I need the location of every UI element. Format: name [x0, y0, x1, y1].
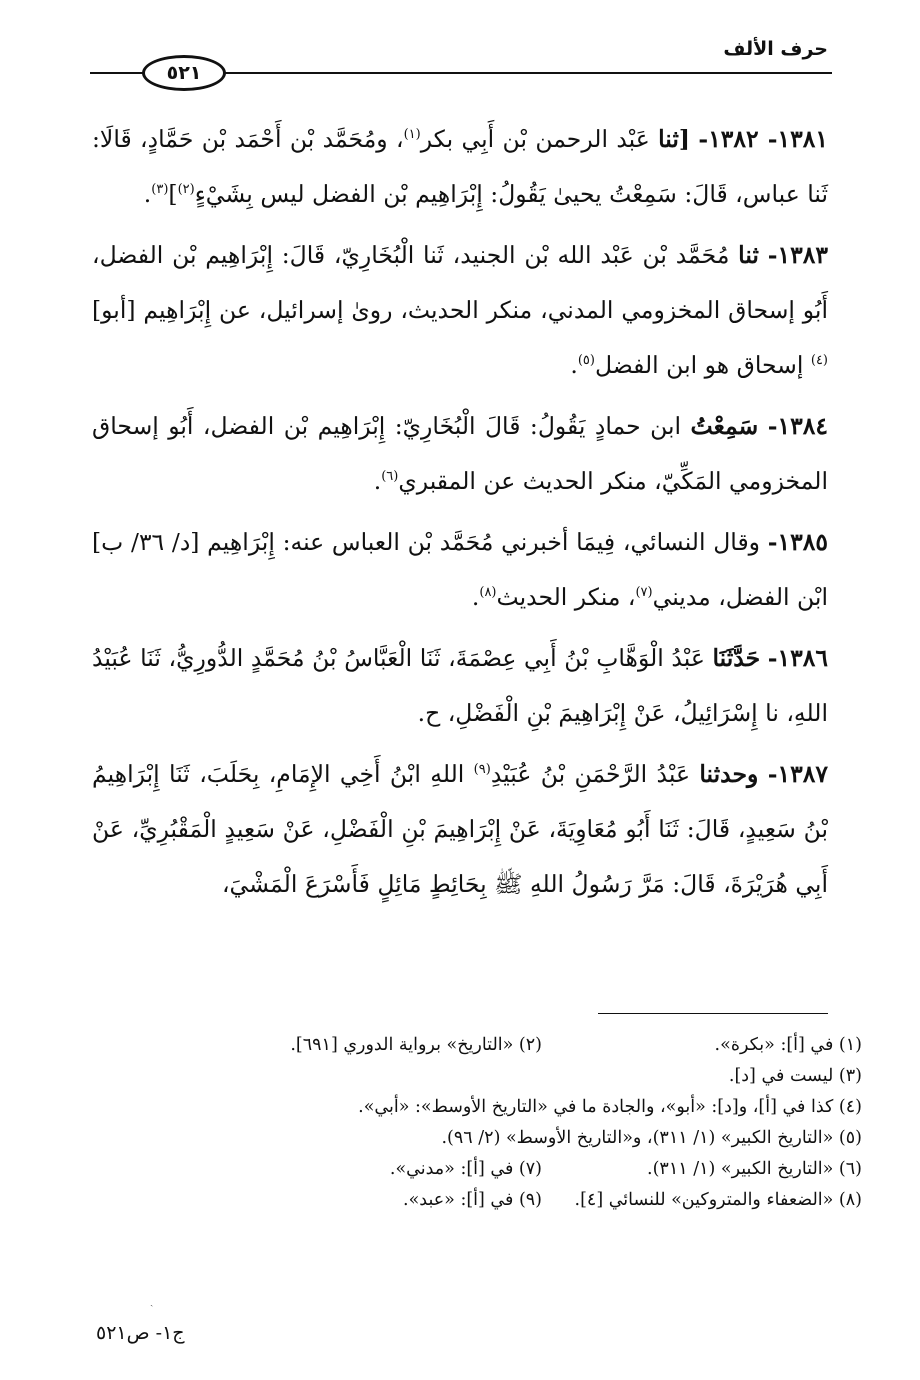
footnote-row [92, 1154, 862, 1185]
entry-text: ابن حمادٍ يَقُولُ: قَالَ الْبُخَارِيّ: إِبْرَاهِيم بْن الفضل، أَبُو إسحاق المخزومي المَكِّيّ، منكر الحديث عن المقبري [92, 412, 828, 495]
entry-text: عَبْد الرحمن بْن أَبِي بكر [420, 125, 659, 153]
footnote-4: (٤) كذا في [أ]، و[د]: «أبو»، والجادة ما في «التاريخ الأوسط»: «أبي». [358, 1097, 862, 1117]
footnote-row [92, 1030, 862, 1061]
entry-1384 [92, 399, 828, 509]
footnote-marker: (٩) [473, 762, 491, 778]
chapter-title: حرف الألف [723, 38, 828, 60]
footnote-6: (٦) «التاريخ الكبير» (١/ ٣١١). [647, 1159, 862, 1179]
page-number-badge: ٥٢١ [142, 55, 226, 91]
entry-1385 [92, 515, 828, 625]
narration-keyword: وحدثنا [699, 760, 759, 788]
entry-number: ١٣٨٦- [767, 644, 828, 672]
footnote-3: (٣) ليست في [د]. [728, 1066, 862, 1086]
entry-text: . [373, 467, 382, 495]
footnote-marker: (٨) [479, 585, 497, 601]
entry-text: مُحَمَّد بْن عَبْد الله بْن الجنيد، ثَنا الْبُخَارِيّ، قَالَ: إِبْرَاهِيم بْن الفضل، أَبُو إسحاق المخزومي المدني، منكر الحديث، روىٰ إسرائيل، عن إِبْرَاهِيم [أبو] [92, 241, 828, 324]
entry-text: . [143, 180, 152, 208]
entry-text: ، منكر الحديث [496, 583, 636, 611]
footnote-marker: (٣) [151, 182, 169, 198]
entry-text: اللهِ ابْنُ أَخِي الإِمَامِ، بِحَلَبَ، ثَنَا إِبْرَاهِيمُ بْنُ سَعِيدٍ، قَالَ: ثَنَا أَبُو مُعَاوِيَةَ، عَنْ إِبْرَاهِيمَ بْنِ الْفَضْلِ، عَنْ سَعِيدٍ الْمَقْبُرِيِّ، عَنْ أَبِي هُرَيْرَةَ، قَالَ: مَرَّ رَسُولُ اللهِ ﷺ بِحَائِطٍ مَائِلٍ فَأَسْرَعَ الْمَشْيَ، [92, 760, 828, 898]
footnote-row [92, 1185, 862, 1216]
footnote-marker: (٥) [577, 353, 595, 369]
footnote-5: (٥) «التاريخ الكبير» (١/ ٣١١)، و«التاريخ الأوسط» (٢/ ٩٦). [441, 1128, 862, 1148]
entry-number: ١٣٨٣- [767, 241, 828, 269]
scan-speck: ˎ [150, 1296, 154, 1307]
footnote-divider [598, 1013, 828, 1014]
entry-text: ، ومُحَمَّد بْن أَحْمَد بْن حَمَّادٍ، قَالَا: ثَنا عباس، قَالَ: سَمِعْتُ يحيىٰ يَقُولُ: إِبْرَاهِيم بْن الفضل ليس بِشَيْءٍ [92, 125, 828, 208]
footnote-marker: (١) [403, 127, 421, 143]
entry-number: ١٣٨٥- [767, 528, 829, 556]
entry-text: . [471, 583, 480, 611]
footnotes [92, 1030, 862, 1216]
entry-1387 [92, 747, 828, 912]
footnote-1: (١) في [أ]: «بكرة». [714, 1035, 862, 1055]
footnote-2: (٢) «التاريخ» برواية الدوري [٦٩١]. [290, 1035, 542, 1055]
entry-number: ١٣٨٧- [767, 760, 828, 788]
volume-page-reference: ج١- ص٥٢١ [96, 1322, 185, 1344]
main-text [92, 112, 828, 918]
entry-text: إسحاق هو ابن الفضل [594, 351, 811, 379]
footnote-marker: (٤) [810, 353, 828, 369]
footnote-marker: (٦) [381, 469, 399, 485]
entry-text: وقال النسائي، فِيمَا أخبرني مُحَمَّد بْن العباس عنه: إِبْرَاهِيم [د/ ٣٦/ ب] ابْن الفضل، مديني [92, 528, 828, 611]
entry-1381 [92, 112, 828, 222]
narration-keyword: ثنا [738, 241, 759, 269]
footnote-marker: (٧) [635, 585, 653, 601]
entry-1383 [92, 228, 828, 393]
entry-text: عَبْدُ الْوَهَّابِ بْنُ أَبِي عِصْمَةَ، ثَنَا الْعَبَّاسُ بْنُ مُحَمَّدٍ الدُّورِيُّ، ثَنَا عُبَيْدُ اللهِ، نا إِسْرَائِيلُ، عَنْ إِبْرَاهِيمَ بْنِ الْفَضْلِ، ح. [92, 644, 828, 727]
entry-number: ١٣٨١- ١٣٨٢- [698, 125, 828, 153]
entry-1386 [92, 631, 828, 741]
entry-text: ] [168, 180, 178, 208]
entry-number: ١٣٨٤- [767, 412, 828, 440]
entry-text: عَبْدُ الرَّحْمَنِ بْنُ عُبَيْدِ [490, 760, 700, 788]
narration-keyword: [ثنا [658, 125, 691, 153]
footnote-8: (٨) «الضعفاء والمتروكين» للنسائي [٤]. [574, 1190, 862, 1210]
narration-keyword: سَمِعْتُ [690, 412, 759, 440]
narration-keyword: حَدَّثَنَا [712, 644, 761, 672]
entry-text: . [570, 351, 578, 379]
footnote-9: (٩) في [أ]: «عبد». [403, 1190, 542, 1210]
footnote-marker: (٢) [177, 182, 195, 198]
footnote-7: (٧) في [أ]: «مدني». [389, 1159, 542, 1179]
